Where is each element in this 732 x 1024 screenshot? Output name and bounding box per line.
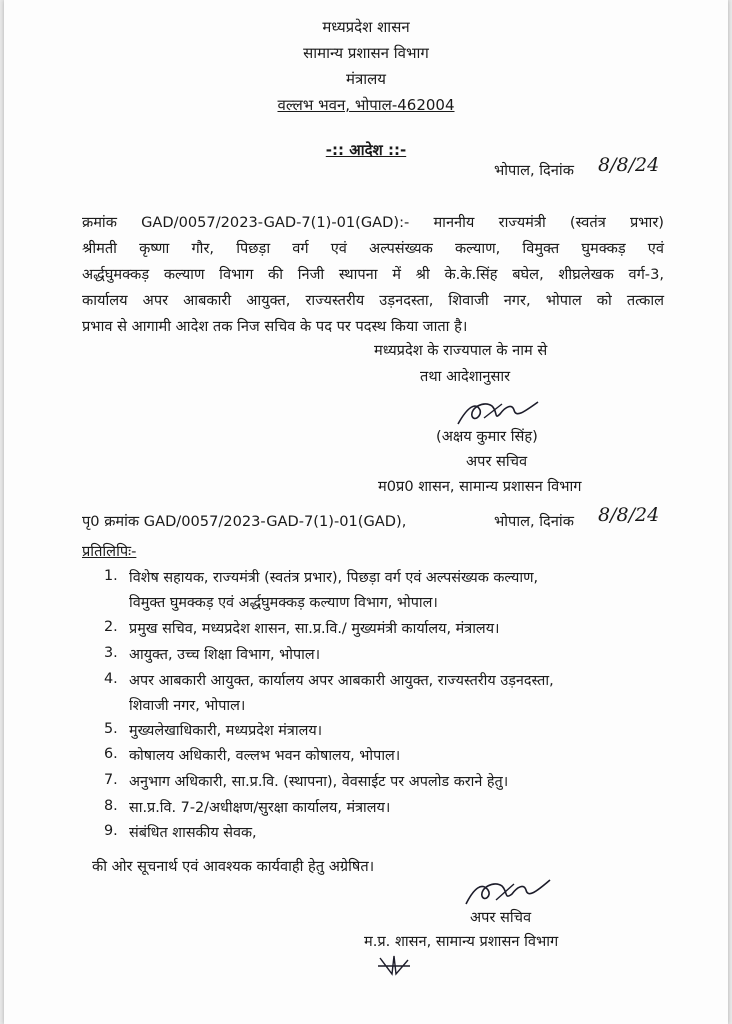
copy-item-number: 8. bbox=[104, 798, 118, 814]
endorsement-date-label: भोपाल, दिनांक bbox=[494, 513, 574, 530]
copy-item-text: प्रमुख सचिव, मध्यप्रदेश शासन, सा.प्र.वि./ मुख्यमंत्री कार्यालय, मंत्रालय। bbox=[129, 621, 500, 637]
initials-mark bbox=[376, 952, 412, 978]
copy-item-number: 6. bbox=[104, 746, 118, 762]
copy-item-text: सा.प्र.वि. 7-2/अधीक्षण/सुरक्षा कार्यालय, मंत्रालय। bbox=[129, 800, 391, 816]
order-body-line: क्रमांक GAD/0057/2023-GAD-7(1)-01(GAD):- माननीय राज्यमंत्री (स्वतंत्र प्रभार) bbox=[82, 214, 664, 231]
copy-item-number: 2. bbox=[104, 619, 118, 635]
authority-line: तथा आदेशानुसार bbox=[420, 368, 511, 385]
order-body-line: श्रीमती कृष्णा गौर, पिछड़ा वर्ग एवं अल्पसंख्यक कल्याण, विमुक्त घुमक्कड़ एवं bbox=[82, 240, 664, 257]
header-address: वल्लभ भवन, भोपाल-462004 bbox=[277, 96, 455, 114]
endorsement-handwritten-date: 8/8/24 bbox=[598, 504, 660, 526]
order-body-line: कार्यालय अपर आबकारी आयुक्त, राज्यस्तरीय उड़नदस्ता, शिवाजी नगर, भोपाल को तत्काल bbox=[82, 292, 664, 309]
copy-item-text: संबंधित शासकीय सेवक, bbox=[129, 825, 257, 841]
copy-item-number: 9. bbox=[104, 823, 118, 839]
copy-item-text: अपर आबकारी आयुक्त, कार्यालय अपर आबकारी आयुक्त, राज्यस्तरीय उड़नदस्ता, bbox=[129, 673, 554, 689]
signatory-designation: अपर सचिव bbox=[466, 453, 528, 470]
handwritten-date: 8/8/24 bbox=[598, 154, 660, 176]
forwarding-line: की ओर सूचनार्थ एवं आवश्यक कार्यवाही हेतु अग्रेषित। bbox=[92, 858, 375, 875]
header-government: मध्यप्रदेश शासन bbox=[322, 18, 410, 36]
copy-item-text: अनुभाग अधिकारी, सा.प्र.वि. (स्थापना), वेवसाईट पर अपलोड कराने हेतु। bbox=[129, 774, 509, 790]
copy-item-number: 1. bbox=[104, 568, 118, 584]
copy-item-text: शिवाजी नगर, भोपाल। bbox=[129, 698, 246, 714]
header-department: सामान्य प्रशासन विभाग bbox=[303, 44, 429, 62]
signatory-department: म0प्र0 शासन, सामान्य प्रशासन विभाग bbox=[378, 478, 582, 495]
order-title: -:: आदेश ::- bbox=[325, 141, 407, 159]
signature-image bbox=[462, 874, 554, 910]
copy-item-number: 7. bbox=[104, 772, 118, 788]
footer-signatory-designation: अपर सचिव bbox=[470, 909, 532, 926]
copy-item-text: विशेष सहायक, राज्यमंत्री (स्वतंत्र प्रभार), पिछड़ा वर्ग एवं अल्पसंख्यक कल्याण, bbox=[129, 570, 539, 586]
order-document bbox=[4, 0, 728, 1024]
footer-signatory-department: म.प्र. शासन, सामान्य प्रशासन विभाग bbox=[364, 933, 559, 950]
copy-item-text: आयुक्त, उच्च शिक्षा विभाग, भोपाल। bbox=[129, 647, 321, 663]
endorsement-number: पृ0 क्रमांक GAD/0057/2023-GAD-7(1)-01(GAD), bbox=[82, 513, 407, 530]
order-body-line: प्रभाव से आगामी आदेश तक निज सचिव के पद पर पदस्थ किया जाता है। bbox=[82, 318, 468, 335]
copy-item-text: मुख्यलेखाधिकारी, मध्यप्रदेश मंत्रालय। bbox=[129, 723, 323, 739]
date-label: भोपाल, दिनांक bbox=[494, 162, 574, 179]
copy-item-number: 4. bbox=[104, 671, 118, 687]
header-ministry: मंत्रालय bbox=[345, 70, 386, 88]
order-body-line: अर्द्धघुमक्कड़ कल्याण विभाग की निजी स्थापना में श्री के.के.सिंह बघेल, शीघ्रलेखक वर्ग-3, bbox=[82, 266, 664, 283]
copy-item-text: विमुक्त घुमक्कड़ एवं अर्द्धघुमक्कड़ कल्याण विभाग, भोपाल। bbox=[129, 595, 438, 611]
copy-item-number: 5. bbox=[104, 721, 118, 737]
copy-item-text: कोषालय अधिकारी, वल्लभ भवन कोषालय, भोपाल। bbox=[129, 748, 401, 764]
authority-line: मध्यप्रदेश के राज्यपाल के नाम से bbox=[374, 342, 548, 359]
copy-label: प्रतिलिपिः- bbox=[82, 543, 137, 560]
signatory-name: (अक्षय कुमार सिंह) bbox=[436, 428, 538, 445]
copy-item-number: 3. bbox=[104, 645, 118, 661]
